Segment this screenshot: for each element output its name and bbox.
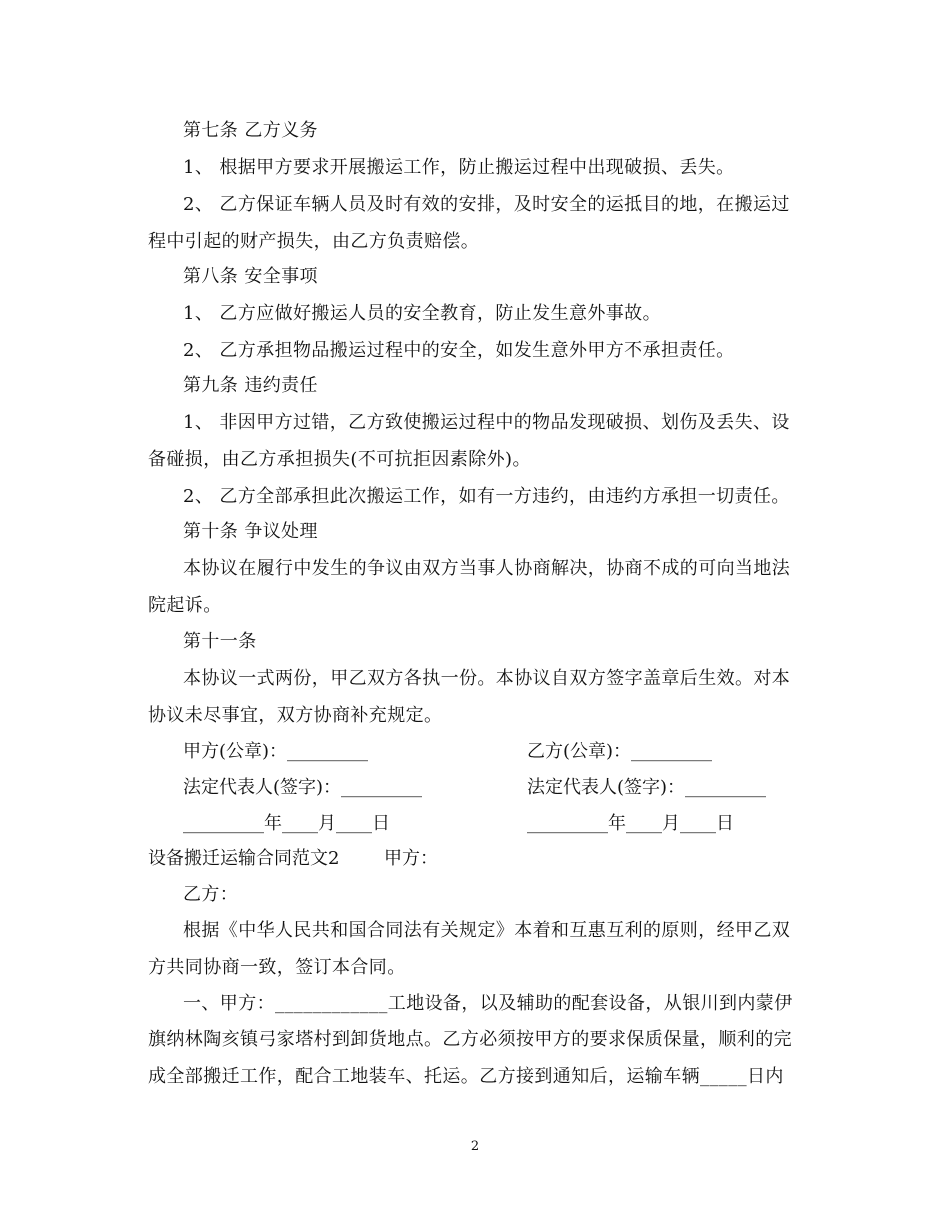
party-a-seal: 甲方(公章)：_________	[183, 741, 369, 762]
article-11-line-1: 本协议一式两份，甲乙双方各执一份。本协议自双方签字盖章后生效。对本	[183, 668, 791, 689]
contract-2-party-a: 甲方：	[384, 848, 438, 869]
article-11-line-2: 协议未尽事宜，双方协商补充规定。	[148, 705, 443, 726]
article-9-item-2: 2、 乙方全部承担此次搬运工作，如有一方违约，由违约方承担一切责任。	[183, 486, 790, 507]
article-9-item-1-line-1: 1、 非因甲方过错，乙方致使搬运过程中的物品发现破损、划伤及丢失、设	[183, 412, 790, 433]
page-number: 2	[470, 1139, 480, 1154]
article-9-item-1-line-2: 备碰损，由乙方承担损失(不可抗拒因素除外)。	[148, 449, 531, 470]
party-a-date: _________年____月____日	[183, 813, 390, 834]
party-a-representative: 法定代表人(签字)：_________	[183, 777, 423, 798]
party-b-seal: 乙方(公章)：_________	[527, 741, 713, 762]
article-8-item-1: 1、 乙方应做好搬运人员的安全教育，防止发生意外事故。	[183, 303, 661, 324]
article-10-line-1: 本协议在履行中发生的争议由双方当事人协商解决，协商不成的可向当地法	[183, 558, 791, 579]
contract-2-party-b: 乙方：	[183, 884, 239, 905]
contract-2-intro-line-1: 根据《中华人民共和国合同法有关规定》本着和互惠互利的原则，经甲乙双	[183, 920, 791, 941]
article-10-heading: 第十条 争议处理	[183, 521, 318, 542]
article-8-item-2: 2、 乙方承担物品搬运过程中的安全，如发生意外甲方不承担责任。	[183, 340, 735, 361]
party-b-representative: 法定代表人(签字)：_________	[527, 777, 767, 798]
contract-2-title: 设备搬迁运输合同范文2	[148, 848, 340, 869]
article-8-heading: 第八条 安全事项	[183, 266, 318, 287]
article-11-heading: 第十一条	[183, 631, 257, 652]
article-7-heading: 第七条 乙方义务	[183, 120, 318, 141]
article-10-line-2: 院起诉。	[148, 595, 222, 616]
article-7-item-2-line-1: 2、 乙方保证车辆人员及时有效的安排，及时安全的运抵目的地，在搬运过	[183, 194, 790, 215]
article-7-item-2-line-2: 程中引起的财产损失，由乙方负责赔偿。	[148, 231, 480, 252]
article-9-heading: 第九条 违约责任	[183, 375, 318, 396]
contract-2-clause-1-line-3: 成全部搬迁工作，配合工地装车、托运。乙方接到通知后，运输车辆_____日内	[148, 1066, 784, 1087]
contract-2-clause-1-line-1: 一、甲方：____________工地设备，以及辅助的配套设备，从银川到内蒙伊	[183, 993, 793, 1014]
party-b-date: _________年____月____日	[527, 813, 734, 834]
contract-2-intro-line-2: 方共同协商一致，签订本合同。	[148, 957, 406, 978]
article-7-item-1: 1、 根据甲方要求开展搬运工作，防止搬运过程中出现破损、丢失。	[183, 157, 735, 178]
contract-2-clause-1-line-2: 旗纳林陶亥镇弓家塔村到卸货地点。乙方必须按甲方的要求保质保量，顺利的完	[148, 1029, 792, 1050]
